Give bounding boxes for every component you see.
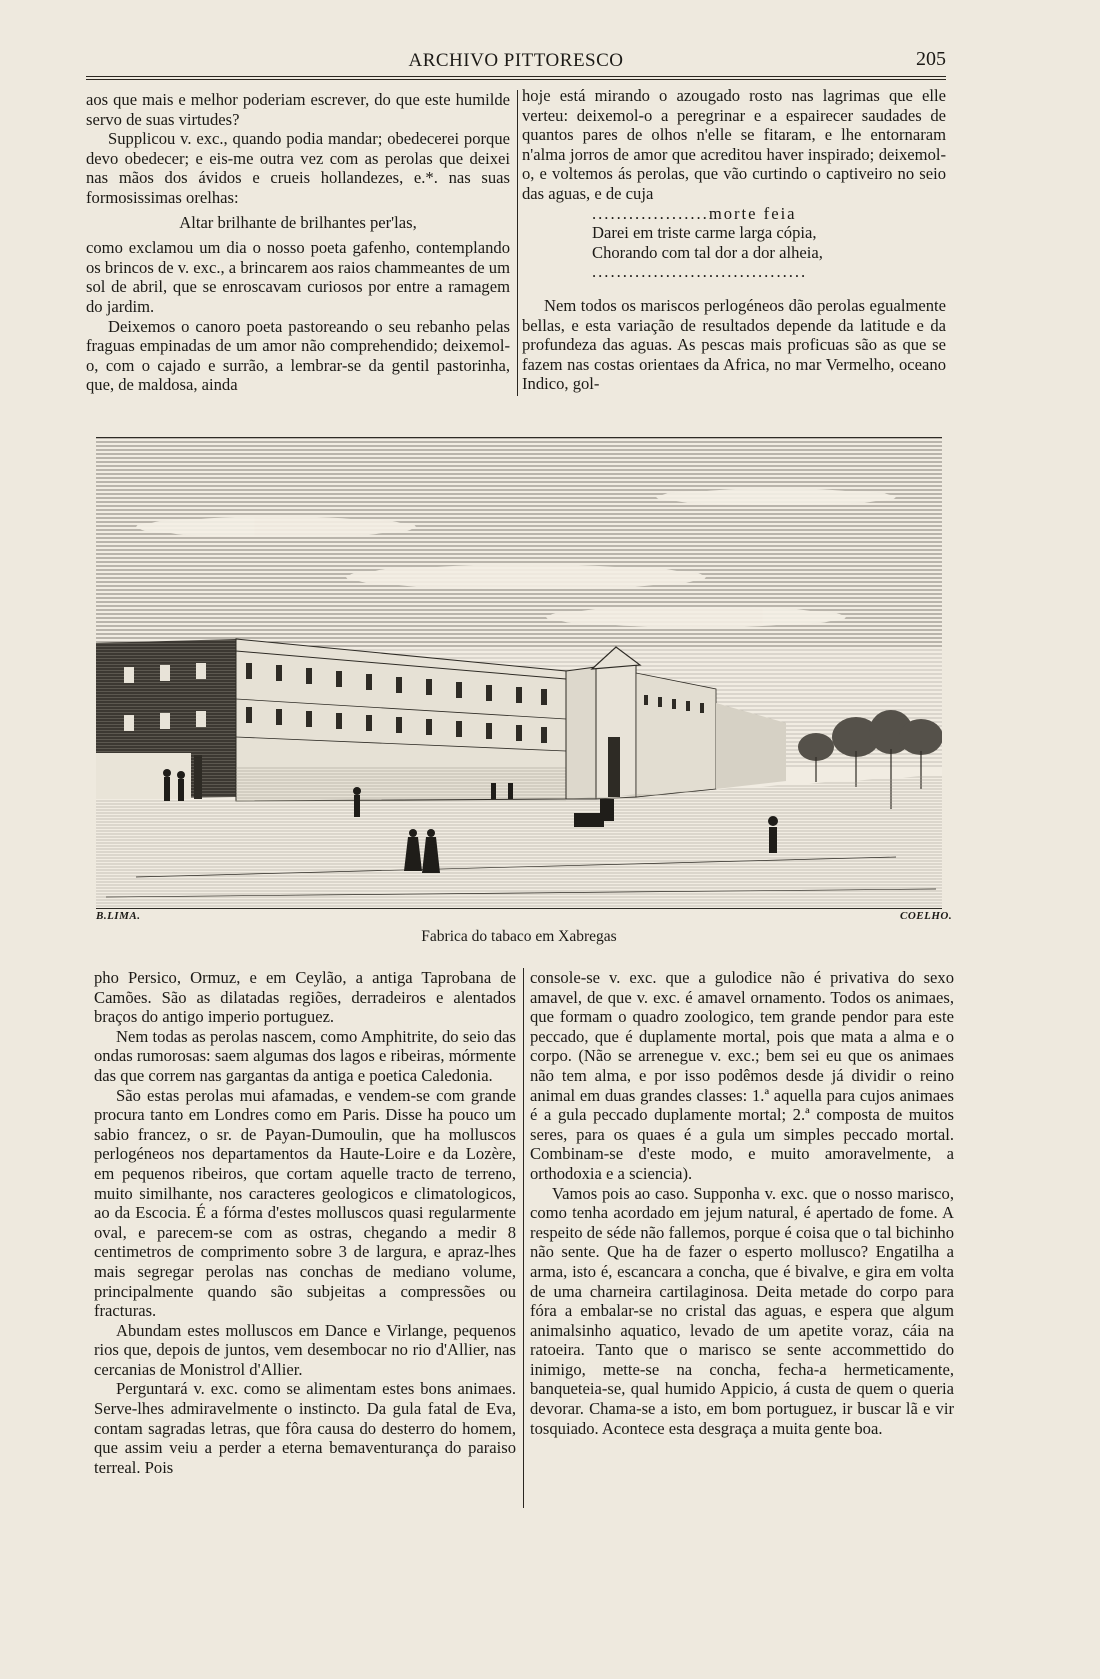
paragraph: Vamos pois ao caso. Supponha v. exc. que o nosso marisco, como tenha acordado em jejum natural, é apertado de fome. A respeito de séde não fallemos, porque é coisa que o tal bichinho não sente. Que ha de fazer o esperto mollusco? Engatilha a arma, isto é, escancara a concha, que é bivalve, e gira em volta de uma charneira cartilaginosa. Deita metade do corpo para fóra a embalar-se no cristal das aguas, e espera que algum animalsinho aquatico, levado de um apetite voraz, cáia na ratoeira. Tanto que o marisco se sente accommettido do inimigo, mette-se na concha, fecha-a hermeticamente, banqueteia-se, qual humido Appicio, á custa de quem o queria devorar. Chama-se a isto, em bom portuguez, ir buscar lã e vir tosquiado. Acontece esta desgraça a muita gente boa. [530,1183,954,1438]
paragraph: hoje está mirando o azougado rosto nas lagrimas que elle verteu: deixemol-o a peregrinar e a espairecer saudades de quantos pares de olhos n'elle se fitaram, e lhe entornaram n'alma jorros de amor que acreditou haver inspirado; deixemol-o, e voltemos ás perolas, que vão curtindo o captiveiro no seio das aguas, e de cuja [522,86,946,203]
header-rule [86,76,946,77]
page-number: 205 [916,48,946,70]
column-bottom-left [94,968,516,1477]
engraving-illustration [96,437,942,909]
paragraph: Perguntará v. exc. como se alimentam estes bons animaes. Serve-lhes admiravelmente o instincto. Da gula fatal de Eva, contam sagradas letras, que fôra causa do desterro do homem, que assim veiu a perder a eterna bemaventurança do paraiso terreal. Pois [94,1379,516,1477]
column-top-left [86,90,510,395]
verse-line: Darei em triste carme larga cópia, [592,223,817,243]
column-divider [517,90,518,396]
column-top-right [522,86,946,394]
paragraph: pho Persico, Ormuz, e em Ceylão, a antiga Taprobana de Camões. São as dilatadas regiões, derradeiros e alentados braços do antigo imperio portuguez. [94,968,516,1027]
paragraph: console-se v. exc. que a gulodice não é privativa do sexo amavel, de que v. exc. é amavel ornamento. Todos os animaes, que formam o quadro zoologico, tem grande pendor para este peccado, que é duplamente mortal, pois que mata a alma e o corpo. (Não se arrenegue v. exc.; bem sei eu que os animaes não tem alma, e por isso podêmos desde já dividir o reino animal em duas grandes classes: 1.ª aquella para cujos animaes é a gula peccado duplamente mortal; 2.ª composta de muitos seres, para os quaes é a gula um simples peccado mortal. Combinam-se d'este modo, e muito amoravelmente, a orthodoxia e a sciencia). [530,968,954,1183]
verse-line: ...................morte feia [592,203,797,223]
verse-line: Altar brilhante de brilhantes per'las, [179,212,417,232]
journal-title: ARCHIVO PITTORESCO [408,50,624,71]
running-header [86,48,946,78]
paragraph: Nem todos os mariscos perlogéneos dão perolas egualmente bellas, e esta variação de resultados depende da latitude e da profundeza das aguas. As pescas mais proficuas são as que se fazem nas costas orientaes da Africa, no mar Vermelho, oceano Indico, gol- [522,295,946,394]
engraver-credit-right: COELHO. [900,910,953,922]
header-rule-thin [86,79,946,80]
paragraph: Supplicou v. exc., quando podia mandar; obedecerei porque devo obedecer; e eis-me outra vez com as perolas que deixei nas mãos dos ávidos e crueis hollandezes, e.*. nas suas formosissimas orelhas: [86,129,510,207]
paragraph: Nem todas as perolas nascem, como Amphitrite, do seio das ondas rumorosas: saem algumas dos lagos e ribeiras, mórmente das que correm nas gargantas da antiga e poetica Caledonia. [94,1026,516,1085]
paragraph: aos que mais e melhor poderiam escrever, do que este humilde servo de suas virtudes? [86,90,510,129]
verse-line: ................................... [592,262,808,282]
paragraph: São estas perolas mui afamadas, e vendem-se com grande procura tanto em Londres como em Paris. Disse ha pouco um sabio francez, o sr. de Payan-Dumoulin, que ha molluscos perlogéneos nos departamentos da Haute-Loire e da Lozère, em pequenos ribeiros, que cortam aquelle tracto de terreno, muito similhante, nos caracteres geologicos e climatologicos, ao da Escocia. É a fórma d'estes molluscos quasi regularmente oval, e parecem-se com as ostras, chegando a medir 8 centimetros de comprimento sobre 3 de largura, e apraz-lhes mais segregar perolas nas conchas de mediano volume, principalmente quando são subjeitas a compressões ou fracturas. [94,1085,516,1321]
paragraph: Abundam estes molluscos em Dance e Virlange, pequenos rios que, depois de juntos, vem desembocar no rio d'Allier, nas cercanias de Monistrol d'Allier. [94,1320,516,1379]
column-bottom-right [530,968,954,1438]
figure-caption: Fabrica do tabaco em Xabregas [421,928,617,945]
engraver-credit-left: B.LIMA. [96,910,141,922]
paragraph: como exclamou um dia o nosso poeta gafenho, contemplando os brincos de v. exc., a brincarem aos raios chammeantes de um sol de abril, que se enroscavam curiosos por entre a ramagem do jardim. [86,238,510,316]
verse-line: Chorando com tal dor a dor alheia, [592,242,823,262]
column-divider [523,968,524,1508]
paragraph: Deixemos o canoro poeta pastoreando o seu rebanho pelas fraguas empinadas de um amor não comprehendido; deixemol-o, com o cajado e surrão, a lembrar-se da gentil pastorinha, que, de maldosa, ainda [86,316,510,395]
